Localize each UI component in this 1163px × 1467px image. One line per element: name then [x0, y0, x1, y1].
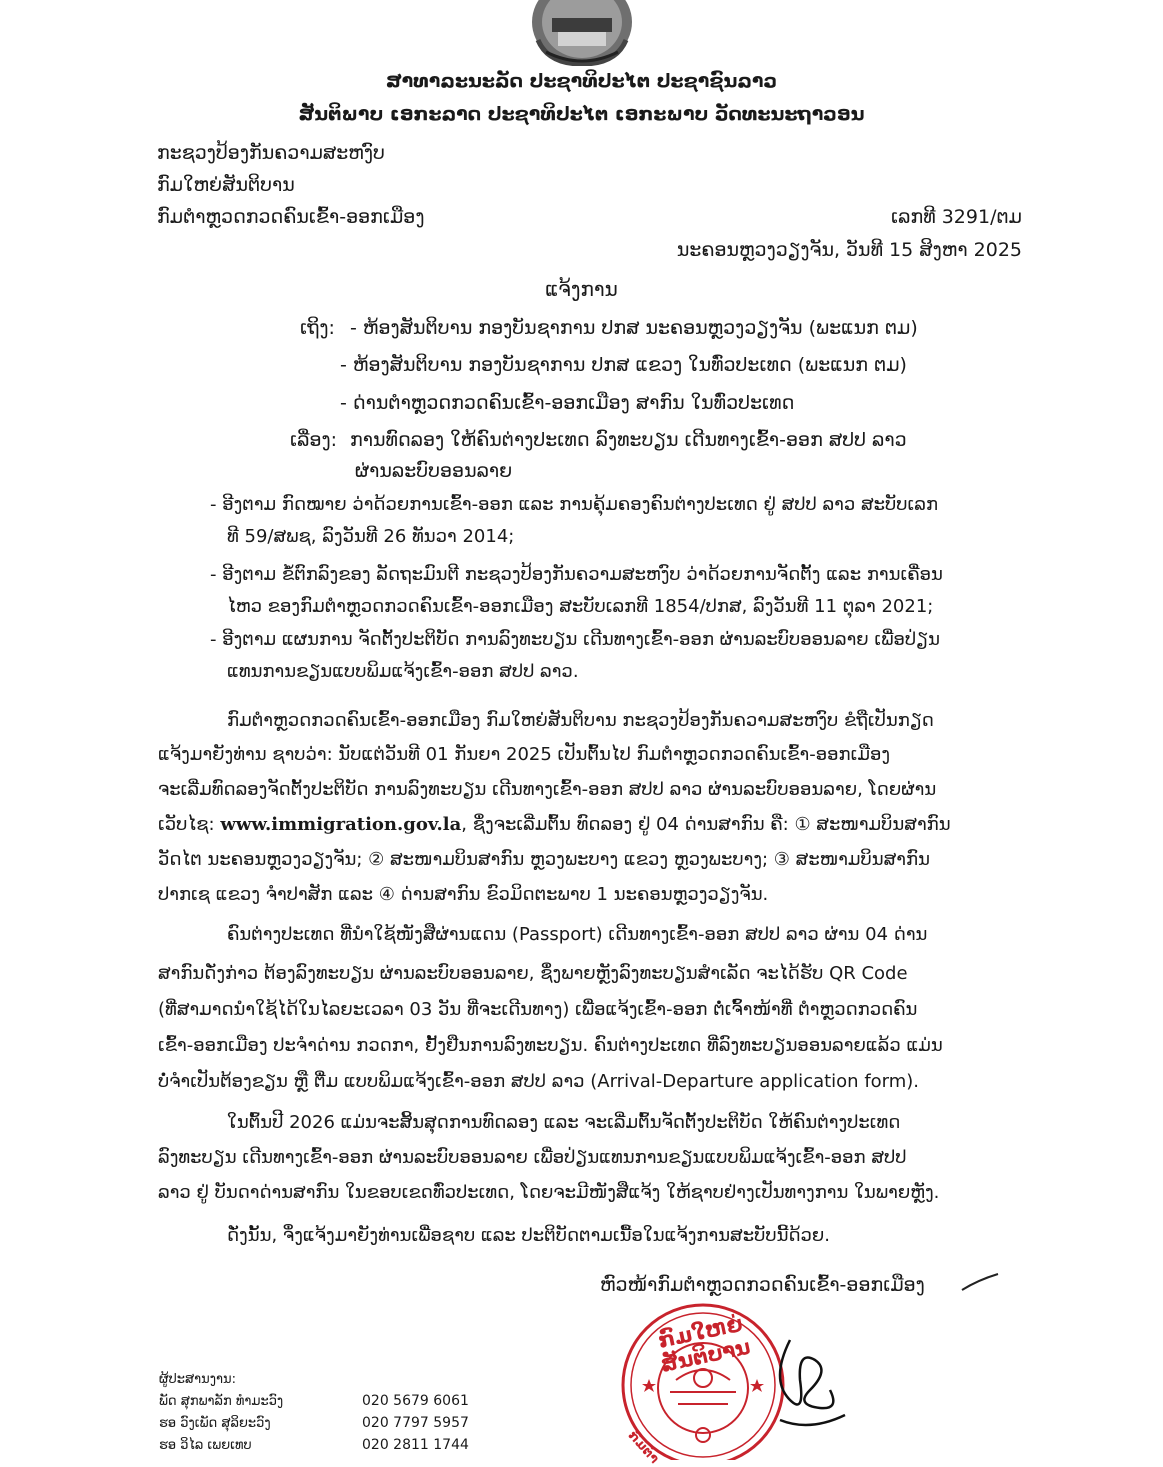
para4: ດັ່ງນັ້ນ, ຈຶ່ງແຈ້ງມາຍັງທ່ານເພື່ອຊາບ ແລະ ປະຕິບັດຕາມເນື້ອໃນແຈ້ງການສະບັບນີ້ດ້ວຍ.	[227, 1225, 830, 1246]
document-title: ແຈ້ງການ	[545, 277, 618, 301]
subject-label: ເລື່ອງ:	[290, 429, 338, 451]
para1-line-3: ຈະເລີ່ມທົດລອງຈັດຕັ້ງປະຕິບັດ ການລົງທະບຽນ ເດີນທາງເຂົ້າ-ອອກ ສປປ ລາວ ຜ່ານລະບົບອອນລາຍ, ໂດຍຜ່ານ	[158, 779, 937, 800]
reference-3-line-2: ແທນການຂຽນແບບພິມແຈ້ງເຂົ້າ-ອອກ ສປປ ລາວ.	[227, 661, 579, 682]
para1-line-4	[158, 808, 951, 842]
recipients-label: ເຖິງ:	[300, 317, 335, 339]
handwritten-signature	[760, 1320, 850, 1440]
para2-line-2: ສາກົນດັ່ງກ່າວ ຕ້ອງລົງທະບຽນ ຜ່ານລະບົບອອນລາຍ, ຊຶ່ງພາຍຫຼັງລົງທະບຽນສຳເລັດ ຈະໄດ້ຮັບ QR Code	[158, 963, 908, 984]
coordinator-3-name: ຮອ ວິໄລ ເພຍເທບ	[159, 1438, 252, 1453]
para1-line-5: ວັດໄຕ ນະຄອນຫຼວງວຽງຈັນ; ② ສະໜາມບິນສາກົນ ຫຼວງພະບາງ ແຂວງ ຫຼວງພະບາງ; ③ ສະໜາມບິນສາກົນ	[158, 849, 930, 870]
signature-flourish	[960, 1272, 1000, 1296]
place-date: ນະຄອນຫຼວງວຽງຈັນ, ວັນທີ 15 ສິງຫາ 2025	[676, 239, 1022, 261]
country-name: ສາທາລະນະລັດ ປະຊາທິປະໄຕ ປະຊາຊົນລາວ	[385, 70, 778, 92]
coordinator-3-phone: 020 2811 1744	[362, 1437, 469, 1453]
document-number: ເລກທີ 3291/ຕມ	[891, 206, 1022, 228]
website-url[interactable]: www.immigration.gov.la	[220, 814, 462, 835]
reference-1-line-2: ທີ 59/ສພຊ, ລົງວັນທີ 26 ທັນວາ 2014;	[227, 526, 515, 547]
signatory-title: ຫົວໜ້າກົມຕຳຫຼວດກວດຄົນເຂົ້າ-ອອກເມືອງ	[600, 1274, 925, 1296]
recipient-2: - ຫ້ອງສັນຕິບານ ກອງບັນຊາການ ປກສ ແຂວງ ໃນທົ່ວປະເທດ (ພະແນກ ຕມ)	[340, 354, 907, 376]
recipient-1: - ຫ້ອງສັນຕິບານ ກອງບັນຊາການ ປກສ ນະຄອນຫຼວງວຽງຈັນ (ພະແນກ ຕມ)	[350, 317, 918, 339]
reference-2-line-1: - ອີງຕາມ ຂໍ້ຕົກລົງຂອງ ລັດຖະມົນຕີ ກະຊວງປ້ອງກັນຄວາມສະຫງົບ ວ່າດ້ວຍການຈັດຕັ້ງ ແລະ ການເຄື່ອນ	[210, 564, 943, 585]
para2-line-3: (ທີ່ສາມາດນຳໃຊ້ໄດ້ໃນໄລຍະເວລາ 03 ວັນ ທີ່ຈະເດີນທາງ) ເພື່ອແຈ້ງເຂົ້າ-ອອກ ຕໍ່ເຈົ້າໜ້າທີ່ ຕຳຫຼວດກວດຄົນ	[158, 999, 918, 1020]
subject-line-2: ຜ່ານລະບົບອອນລາຍ	[355, 460, 513, 482]
national-motto: ສັນຕິພາບ ເອກະລາດ ປະຊາທິປະໄຕ ເອກະພາບ ວັດທະນະຖາວອນ	[298, 103, 865, 125]
reference-1-line-1: - ອີງຕາມ ກົດໝາຍ ວ່າດ້ວຍການເຂົ້າ-ອອກ ແລະ ການຄຸ້ມຄອງຄົນຕ່າງປະເທດ ຢູ່ ສປປ ລາວ ສະບັບເລກ	[210, 494, 939, 515]
stamp-bottom-text: ກົມຕຳ	[624, 1428, 662, 1467]
department-name: ກົມໃຫຍ່ສັນຕິບານ	[157, 174, 295, 196]
para2-line-5: ບໍ່ຈຳເປັນຕ້ອງຂຽນ ຫຼື ຕື່ມ ແບບພິມແຈ້ງເຂົ້າ-ອອກ ສປປ ລາວ (Arrival-Departure application form).	[158, 1071, 920, 1092]
recipient-3: - ດ່ານຕຳຫຼວດກວດຄົນເຂົ້າ-ອອກເມືອງ ສາກົນ ໃນທົ່ວປະເທດ	[340, 392, 795, 414]
coordinator-1-phone: 020 5679 6061	[362, 1393, 469, 1409]
para2-line-1: ຄົນຕ່າງປະເທດ ທີ່ນຳໃຊ້ໜັງສືຜ່ານແດນ (Passport) ເດີນທາງເຂົ້າ-ອອກ ສປປ ລາວ ຜ່ານ 04 ດ່ານ	[227, 924, 928, 945]
website-label: ເວັບໄຊ:	[158, 814, 221, 835]
para1-line-6: ປາກເຊ ແຂວງ ຈຳປາສັກ ແລະ ④ ດ່ານສາກົນ ຂົວມິດຕະພາບ 1 ນະຄອນຫຼວງວຽງຈັນ.	[158, 884, 769, 905]
stamp-text: ກົມໃຫຍ່ສັນຕິບານ	[656, 1311, 753, 1377]
coordinator-2-phone: 020 7797 5957	[362, 1415, 469, 1431]
para1-line-1: ກົມຕຳຫຼວດກວດຄົນເຂົ້າ-ອອກເມືອງ ກົມໃຫຍ່ສັນຕິບານ ກະຊວງປ້ອງກັນຄວາມສະຫງົບ ຂໍຖືເປັນກຽດ	[227, 710, 934, 731]
para2-line-4: ເຂົ້າ-ອອກເມືອງ ປະຈຳດ່ານ ກວດກາ, ຢັ້ງຢືນການລົງທະບຽນ. ຄົນຕ່າງປະເທດ ທີ່ລົງທະບຽນອອນລາຍແລ້ວ ແມ່ນ	[158, 1035, 943, 1056]
reference-3-line-1: - ອີງຕາມ ແຜນການ ຈັດຕັ້ງປະຕິບັດ ການລົງທະບຽນ ເດີນທາງເຂົ້າ-ອອກ ຜ່ານລະບົບອອນລາຍ ເພື່ອປ່ຽນ	[210, 629, 940, 650]
coordinators-label: ຜູ້ປະສານງານ:	[159, 1372, 236, 1387]
subject-line-1: ການທົດລອງ ໃຫ້ຄົນຕ່າງປະເທດ ລົງທະບຽນ ເດີນທາງເຂົ້າ-ອອກ ສປປ ລາວ	[350, 429, 907, 451]
para1-line-4-rest: , ຊຶ່ງຈະເລີ່ມຕົ້ນ ທົດລອງ ຢູ່ 04 ດ່ານສາກົນ ຄື: ① ສະໜາມບິນສາກົນ	[461, 814, 951, 835]
para3-line-2: ລົງທະບຽນ ເດີນທາງເຂົ້າ-ອອກ ຜ່ານລະບົບອອນລາຍ ເພື່ອປ່ຽນແທນການຂຽນແບບພິມແຈ້ງເຂົ້າ-ອອກ ສປປ	[158, 1147, 907, 1168]
ministry-name: ກະຊວງປ້ອງກັນຄວາມສະຫງົບ	[157, 142, 385, 164]
reference-2-line-2: ໄຫວ ຂອງກົມຕຳຫຼວດກວດຄົນເຂົ້າ-ອອກເມືອງ ສະບັບເລກທີ 1854/ປກສ, ລົງວັນທີ 11 ຕຸລາ 2021;	[227, 596, 934, 617]
division-name: ກົມຕຳຫຼວດກວດຄົນເຂົ້າ-ອອກເມືອງ	[157, 206, 425, 228]
coordinator-2-name: ຮອ ວົງເພັດ ສຸລິຍະວົງ	[159, 1416, 271, 1431]
para1-line-2: ແຈ້ງມາຍັງທ່ານ ຊາບວ່າ: ນັບແຕ່ວັນທີ 01 ກັນຍາ 2025 ເປັນຕົ້ນໄປ ກົມຕຳຫຼວດກວດຄົນເຂົ້າ-ອອກເມືອງ	[158, 744, 891, 765]
coordinator-1-name: ພັດ ສຸກພາລັກ ທຳມະວົງ	[159, 1394, 284, 1409]
para3-line-3: ລາວ ຢູ່ ບັນດາດ່ານສາກົນ ໃນຂອບເຂດທົ່ວປະເທດ, ໂດຍຈະມີໜັງສືແຈ້ງ ໃຫ້ຊາບຢ່າງເປັນທາງການ ໃນພາຍຫຼັງ.	[158, 1182, 940, 1203]
para3-line-1: ໃນຕົ້ນປີ 2026 ແມ່ນຈະສິ້ນສຸດການທົດລອງ ແລະ ຈະເລີ່ມຕົ້ນຈັດຕັ້ງປະຕິບັດ ໃຫ້ຄົນຕ່າງປະເທດ	[227, 1112, 901, 1133]
national-emblem	[528, 0, 636, 66]
